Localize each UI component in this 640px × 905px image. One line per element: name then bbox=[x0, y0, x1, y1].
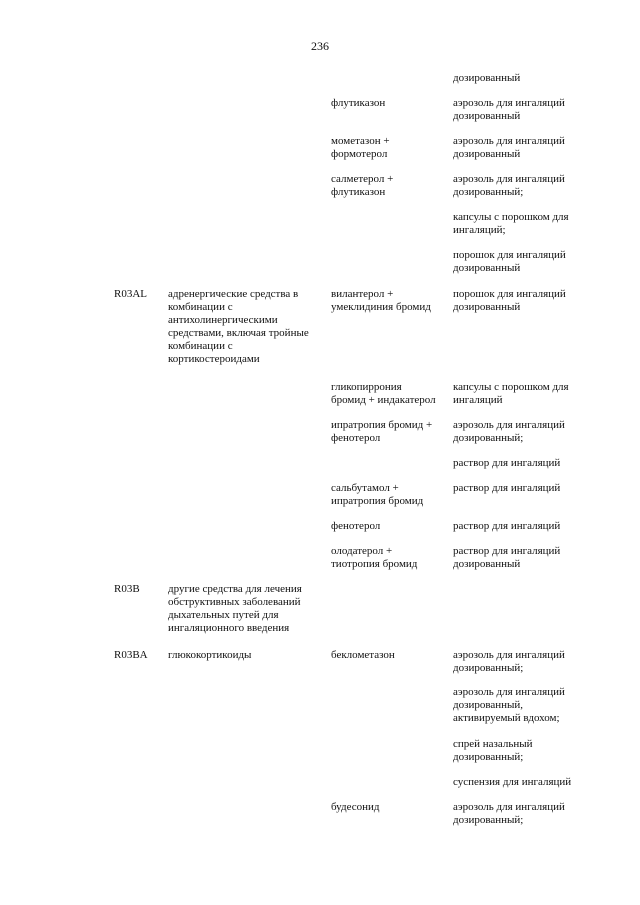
atc-code: R03B bbox=[114, 583, 140, 595]
drug-name-line: ипратропия бромид bbox=[331, 495, 424, 507]
group-name-line: кортикостероидами bbox=[168, 353, 260, 365]
group-name-line: средствами, включая тройные bbox=[168, 327, 309, 339]
atc-code: R03BA bbox=[114, 649, 148, 661]
drug-name-line: флутиказон bbox=[331, 186, 386, 198]
dosage-form-line: раствор для ингаляций bbox=[453, 545, 561, 557]
group-name-line: обструктивных заболеваний bbox=[168, 596, 301, 608]
drug-name: будесонид bbox=[331, 801, 380, 813]
dosage-form-line: порошок для ингаляций bbox=[453, 249, 566, 261]
dosage-form-line: дозированный, bbox=[453, 699, 524, 711]
dosage-form-line: дозированный bbox=[453, 148, 521, 160]
dosage-form-line: аэрозоль для ингаляций bbox=[453, 801, 565, 813]
dosage-form-line: ингаляций bbox=[453, 394, 503, 406]
drug-name: фенотерол bbox=[331, 520, 381, 532]
dosage-form: раствор для ингаляций bbox=[453, 520, 561, 532]
group-name-line: ингаляционного введения bbox=[168, 622, 290, 634]
drug-name-line: олодатерол + bbox=[331, 545, 393, 557]
dosage-form-line: дозированный; bbox=[453, 751, 524, 763]
dosage-form-line: дозированный; bbox=[453, 662, 524, 674]
dosage-form-line: активируемый вдохом; bbox=[453, 712, 560, 724]
dosage-form-line: спрей назальный bbox=[453, 738, 533, 750]
dosage-form-line: аэрозоль для ингаляций bbox=[453, 135, 565, 147]
dosage-form-line: дозированный; bbox=[453, 432, 524, 444]
drug-name-line: ипратропия бромид + bbox=[331, 419, 433, 431]
drug-name-line: мометазон + bbox=[331, 135, 390, 147]
dosage-form-line: дозированный bbox=[453, 301, 521, 313]
dosage-form-line: дозированный bbox=[453, 262, 521, 274]
dosage-form-line: дозированный; bbox=[453, 186, 524, 198]
group-name-line: комбинации с bbox=[168, 301, 233, 313]
dosage-form-line: аэрозоль для ингаляций bbox=[453, 649, 565, 661]
dosage-form-line: капсулы с порошком для bbox=[453, 211, 569, 223]
dosage-form: суспензия для ингаляций bbox=[453, 776, 572, 788]
drug-name-line: умеклидиния бромид bbox=[331, 301, 431, 313]
dosage-form: раствор для ингаляций bbox=[453, 457, 561, 469]
drug-name-line: бромид + индакатерол bbox=[331, 394, 436, 406]
dosage-form-line: аэрозоль для ингаляций bbox=[453, 97, 565, 109]
dosage-form-line: аэрозоль для ингаляций bbox=[453, 173, 565, 185]
drug-name: флутиказон bbox=[331, 97, 386, 109]
group-name-line: дыхательных путей для bbox=[168, 609, 279, 621]
drug-name-line: гликопиррония bbox=[331, 381, 402, 393]
group-name-line: комбинации с bbox=[168, 340, 233, 352]
drug-name-line: тиотропия бромид bbox=[331, 558, 418, 570]
dosage-form-line: капсулы с порошком для bbox=[453, 381, 569, 393]
dosage-form-line: ингаляций; bbox=[453, 224, 506, 236]
atc-code: R03AL bbox=[114, 288, 147, 300]
dosage-form: дозированный bbox=[453, 72, 521, 84]
drug-name-line: сальбутамол + bbox=[331, 482, 399, 494]
drug-name-line: формотерол bbox=[331, 148, 388, 160]
dosage-form-line: дозированный; bbox=[453, 814, 524, 826]
group-name: глюкокортикоиды bbox=[168, 649, 252, 661]
group-name-line: антихолинергическими bbox=[168, 314, 278, 326]
dosage-form-line: порошок для ингаляций bbox=[453, 288, 566, 300]
page-number: 236 bbox=[311, 39, 329, 53]
drug-name-line: салметерол + bbox=[331, 173, 394, 185]
drug-name: беклометазон bbox=[331, 649, 395, 661]
group-name-line: другие средства для лечения bbox=[168, 583, 302, 595]
dosage-form-line: аэрозоль для ингаляций bbox=[453, 686, 565, 698]
drug-name-line: вилантерол + bbox=[331, 288, 394, 300]
drug-name-line: фенотерол bbox=[331, 432, 381, 444]
dosage-form-line: дозированный bbox=[453, 110, 521, 122]
group-name-line: адренергические средства в bbox=[168, 288, 299, 300]
dosage-form-line: дозированный bbox=[453, 558, 521, 570]
dosage-form: раствор для ингаляций bbox=[453, 482, 561, 494]
dosage-form-line: аэрозоль для ингаляций bbox=[453, 419, 565, 431]
